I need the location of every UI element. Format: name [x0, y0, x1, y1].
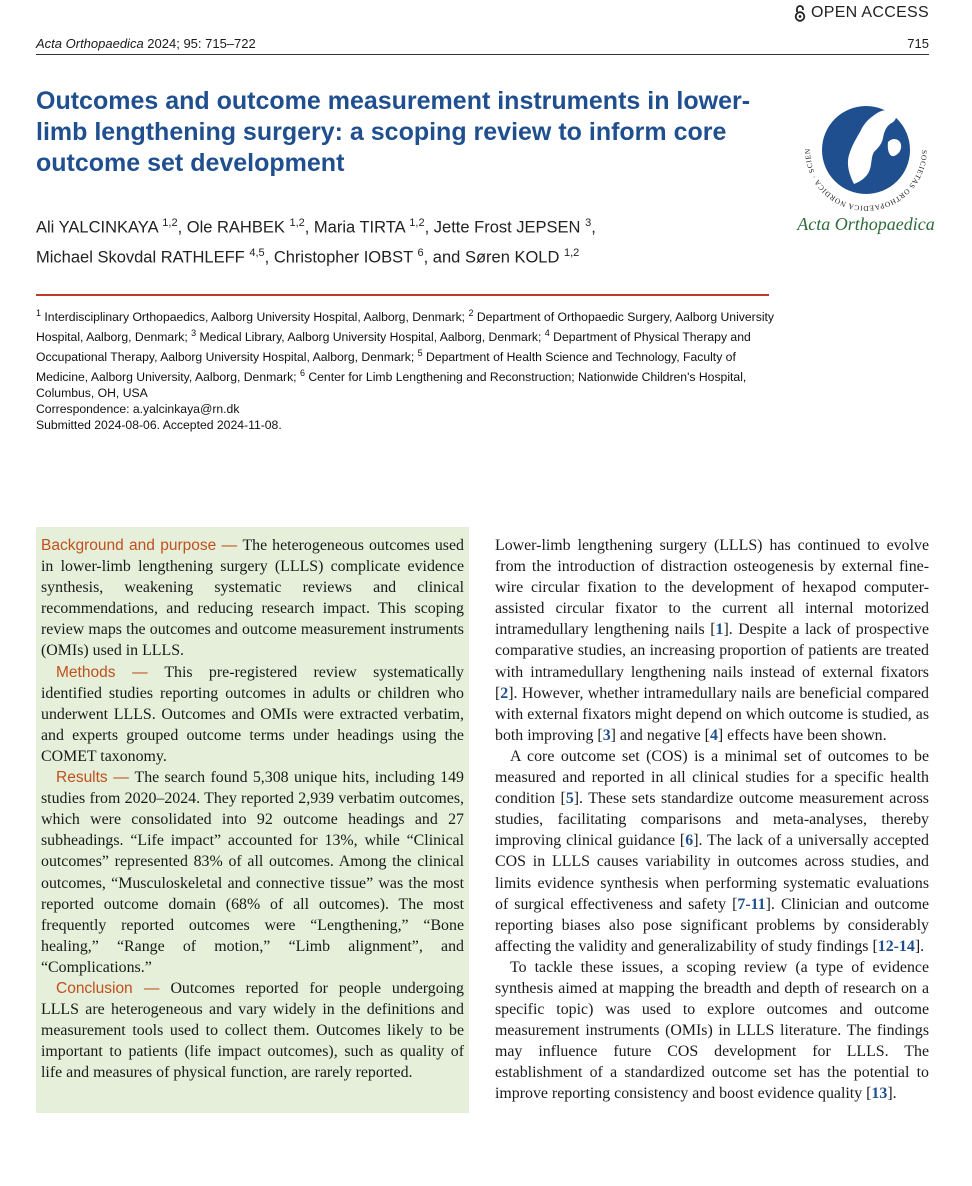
abstract-dash: —	[216, 537, 243, 554]
author-separator: ,	[177, 218, 187, 237]
open-access-badge	[794, 4, 929, 22]
citation-link[interactable]: 1	[715, 621, 724, 639]
abstract-section	[41, 767, 464, 978]
author-name: Søren KOLD	[464, 248, 560, 266]
affiliation-number: 3	[191, 328, 197, 339]
author-affiliation-marker: 6	[417, 246, 424, 259]
abstract-text: The search found 5,308 unique hits, including 149 studies from 2020–2024. They reported 2,939 verbatim outcomes, which were consolidated into 92 outcome headings and 27 subheadings. “Life impact” accounted for 13%, while “Clinical outcomes” represented 83% of all outcomes. Among the clinical outcomes, “Musculoskeletal and connective tissue” was the most reported outcome domain (68% of all outcomes). The most frequently reported outcomes were “Lengthening,” “Bone healing,” “Range of motion,” “Limb alignment”, and “Complications.”	[41, 769, 464, 976]
abstract-dash: —	[107, 769, 135, 787]
abstract-heading: Background and purpose	[41, 537, 217, 554]
abstract-box	[36, 527, 469, 1113]
affiliation-number: 2	[468, 308, 474, 318]
author-affiliation-marker: 4,5	[249, 246, 265, 259]
affiliation-number: 1	[36, 308, 42, 318]
journal-citation: 2024; 95: 715–722	[143, 36, 256, 51]
author-name: Ali YALCINKAYA	[36, 218, 158, 237]
author-name: Jette Frost JEPSEN	[433, 218, 581, 237]
body-paragraph	[495, 957, 929, 1105]
body-text: ]. Clinician and outcome reporting biases also pose significant problems by considerably affecting the validity and generalizability of study findings [	[495, 895, 929, 955]
abstract-text: Outcomes reported for people undergoing LLLS are heterogeneous and vary widely in the definitions and measurement tools used to collect them. Outcomes likely to be important to patients (life impact outcomes), such as quality of life and measures of physical function, are rarely reported.	[41, 979, 464, 1082]
author-affiliation-marker: 1,2	[162, 217, 178, 229]
author-name: Ole RAHBEK	[186, 218, 285, 237]
logo-ring-text: SOCIETAS ORTHOPAEDICA NORDICA · SCIEN	[802, 148, 930, 214]
citation-link[interactable]: 6	[685, 832, 694, 850]
author-separator: ,	[264, 248, 274, 266]
correspondence: Correspondence: a.yalcinkaya@rn.dk	[36, 402, 240, 417]
citation-link[interactable]: 3	[602, 726, 611, 744]
running-header	[36, 36, 929, 55]
citation-link[interactable]: 13	[871, 1085, 888, 1103]
affiliations-block	[36, 305, 776, 433]
abstract-dash: —	[132, 979, 171, 997]
abstract-section	[41, 662, 464, 767]
abstract-heading: Conclusion	[56, 979, 133, 997]
submission-dates: Submitted 2024-08-06. Accepted 2024-11-08.	[36, 418, 282, 433]
article-title: Outcomes and outcome measurement instruments in lower-limb lengthening surgery: a scoping review to inform core outcome set development	[36, 87, 751, 177]
affiliation-list	[36, 305, 776, 401]
citation-link[interactable]: 2	[500, 684, 509, 702]
author-affiliation-marker: 1,2	[563, 246, 580, 259]
citation-link[interactable]: 12-14	[877, 937, 915, 955]
author-separator: , and	[423, 248, 465, 266]
abstract-dash: —	[115, 663, 165, 681]
author-separator: ,	[424, 218, 434, 237]
body-text-column	[495, 535, 929, 1105]
author-name: Christopher IOBST	[273, 248, 413, 266]
abstract-text: This pre-registered review systematically identified studies reporting outcomes in adults or children who underwent LLLS. Outcomes and OMIs were extracted verbatim, and experts grouped outcome terms under headings using the COMET taxonomy.	[41, 663, 464, 765]
author-affiliation-marker: 1,2	[289, 217, 305, 229]
abstract-section	[41, 535, 464, 662]
section-divider	[36, 294, 769, 296]
author-name: Michael Skovdal RATHLEFF	[36, 248, 245, 266]
body-text: ]. These sets standardize outcome measurement across studies, facilitating comparisons and meta-analyses, thereby improving clinical guidance [	[495, 790, 929, 850]
page-number: 715	[907, 36, 929, 51]
citation-link[interactable]: 4	[709, 726, 718, 744]
author-affiliation-marker: 1,2	[409, 217, 425, 229]
body-text: ] effects have been shown.	[717, 726, 887, 744]
body-text: ]. However, whether intramedullary nails are beneficial compared with external fixators might depend on which outcome is studied, as both improving [	[495, 684, 929, 744]
affiliation-text: Department of Physical Therapy and Occupational Therapy, Aalborg University Hospital, Aalborg, Denmark;	[36, 330, 751, 365]
abstract-text: The heterogeneous outcomes used in lower-limb lengthening surgery (LLLS) complicate evidence synthesis, weakening systematic reviews and clinical recommendations, and reducing research impact. This scoping review maps the outcomes and outcome measurement instruments (OMIs) used in LLLS.	[41, 537, 464, 660]
body-text: Lower-limb lengthening surgery (LLLS) has continued to evolve from the introduction of distraction osteogenesis by external fine-wire circular fixation to the development of hexapod computer-assisted circular fixator to the current all internal motorized intramedullary lengthening nails [	[495, 537, 929, 639]
journal-name: Acta Orthopaedica	[36, 36, 144, 51]
journal-logo	[796, 80, 936, 235]
author-separator: ,	[591, 218, 596, 237]
body-text: ].	[887, 1085, 897, 1103]
affiliation-text: Interdisciplinary Orthopaedics, Aalborg University Hospital, Aalborg, Denmark;	[41, 310, 469, 325]
body-text: To tackle these issues, a scoping review (a type of evidence synthesis aimed at mapping the breadth and depth of research on a specific topic) was used to explore outcomes and outcome measurement instruments (OMIs) in LLLS literature. The findings may influence future COS development for LLLS. The establishment of a standardized outcome set has the potential to improve reporting consistency and boost evidence quality [	[495, 958, 929, 1103]
abstract-heading: Results	[56, 769, 108, 787]
citation-link[interactable]: 5	[565, 790, 574, 808]
body-text: ] and negative [	[610, 726, 710, 744]
author-affiliation-marker: 3	[585, 217, 592, 229]
affiliation-number: 5	[417, 348, 423, 359]
body-text: ].	[914, 937, 925, 955]
open-access-label: OPEN ACCESS	[810, 4, 929, 21]
affiliation-text: Center for Limb Lengthening and Reconstruction; Nationwide Children's Hospital, Columbus, OH, USA	[36, 370, 747, 401]
author-name: Maria TIRTA	[313, 218, 405, 237]
body-text: A core outcome set (COS) is a minimal set of outcomes to be measured and reported in all clinical studies for a specific health condition [	[495, 747, 929, 808]
affiliation-text: Medical Library, Aalborg University Hospital, Aalborg, Denmark;	[196, 330, 545, 345]
body-paragraph	[495, 535, 929, 746]
affiliation-text: Department of Orthopaedic Surgery, Aalborg University Hospital, Aalborg, Denmark;	[36, 310, 775, 345]
abstract-section	[41, 978, 464, 1083]
author-separator: ,	[304, 218, 314, 237]
logo-caption: Acta Orthopaedica	[797, 214, 935, 234]
body-text: ]. Despite a lack of prospective comparative studies, an increasing proportion of patients are treated with intramedullary lengthening nails instead of external fixators [	[495, 621, 930, 702]
open-access-lock-icon	[794, 4, 806, 22]
body-text: ]. The lack of a universally accepted COS in LLLS causes variability in outcomes across studies, and limits evidence synthesis when performing systematic evaluations of surgical effectiveness and safety [	[495, 832, 930, 913]
abstract-heading: Methods	[56, 663, 116, 681]
affiliation-number: 6	[299, 368, 305, 379]
affiliation-text: Department of Health Science and Technology, Faculty of Medicine, Aalborg University, Aalborg, Denmark;	[36, 350, 736, 385]
body-paragraph	[495, 746, 929, 957]
author-list	[36, 211, 776, 270]
journal-reference	[36, 36, 256, 51]
affiliation-number: 4	[544, 328, 550, 339]
citation-link[interactable]: 7-11	[737, 895, 766, 913]
